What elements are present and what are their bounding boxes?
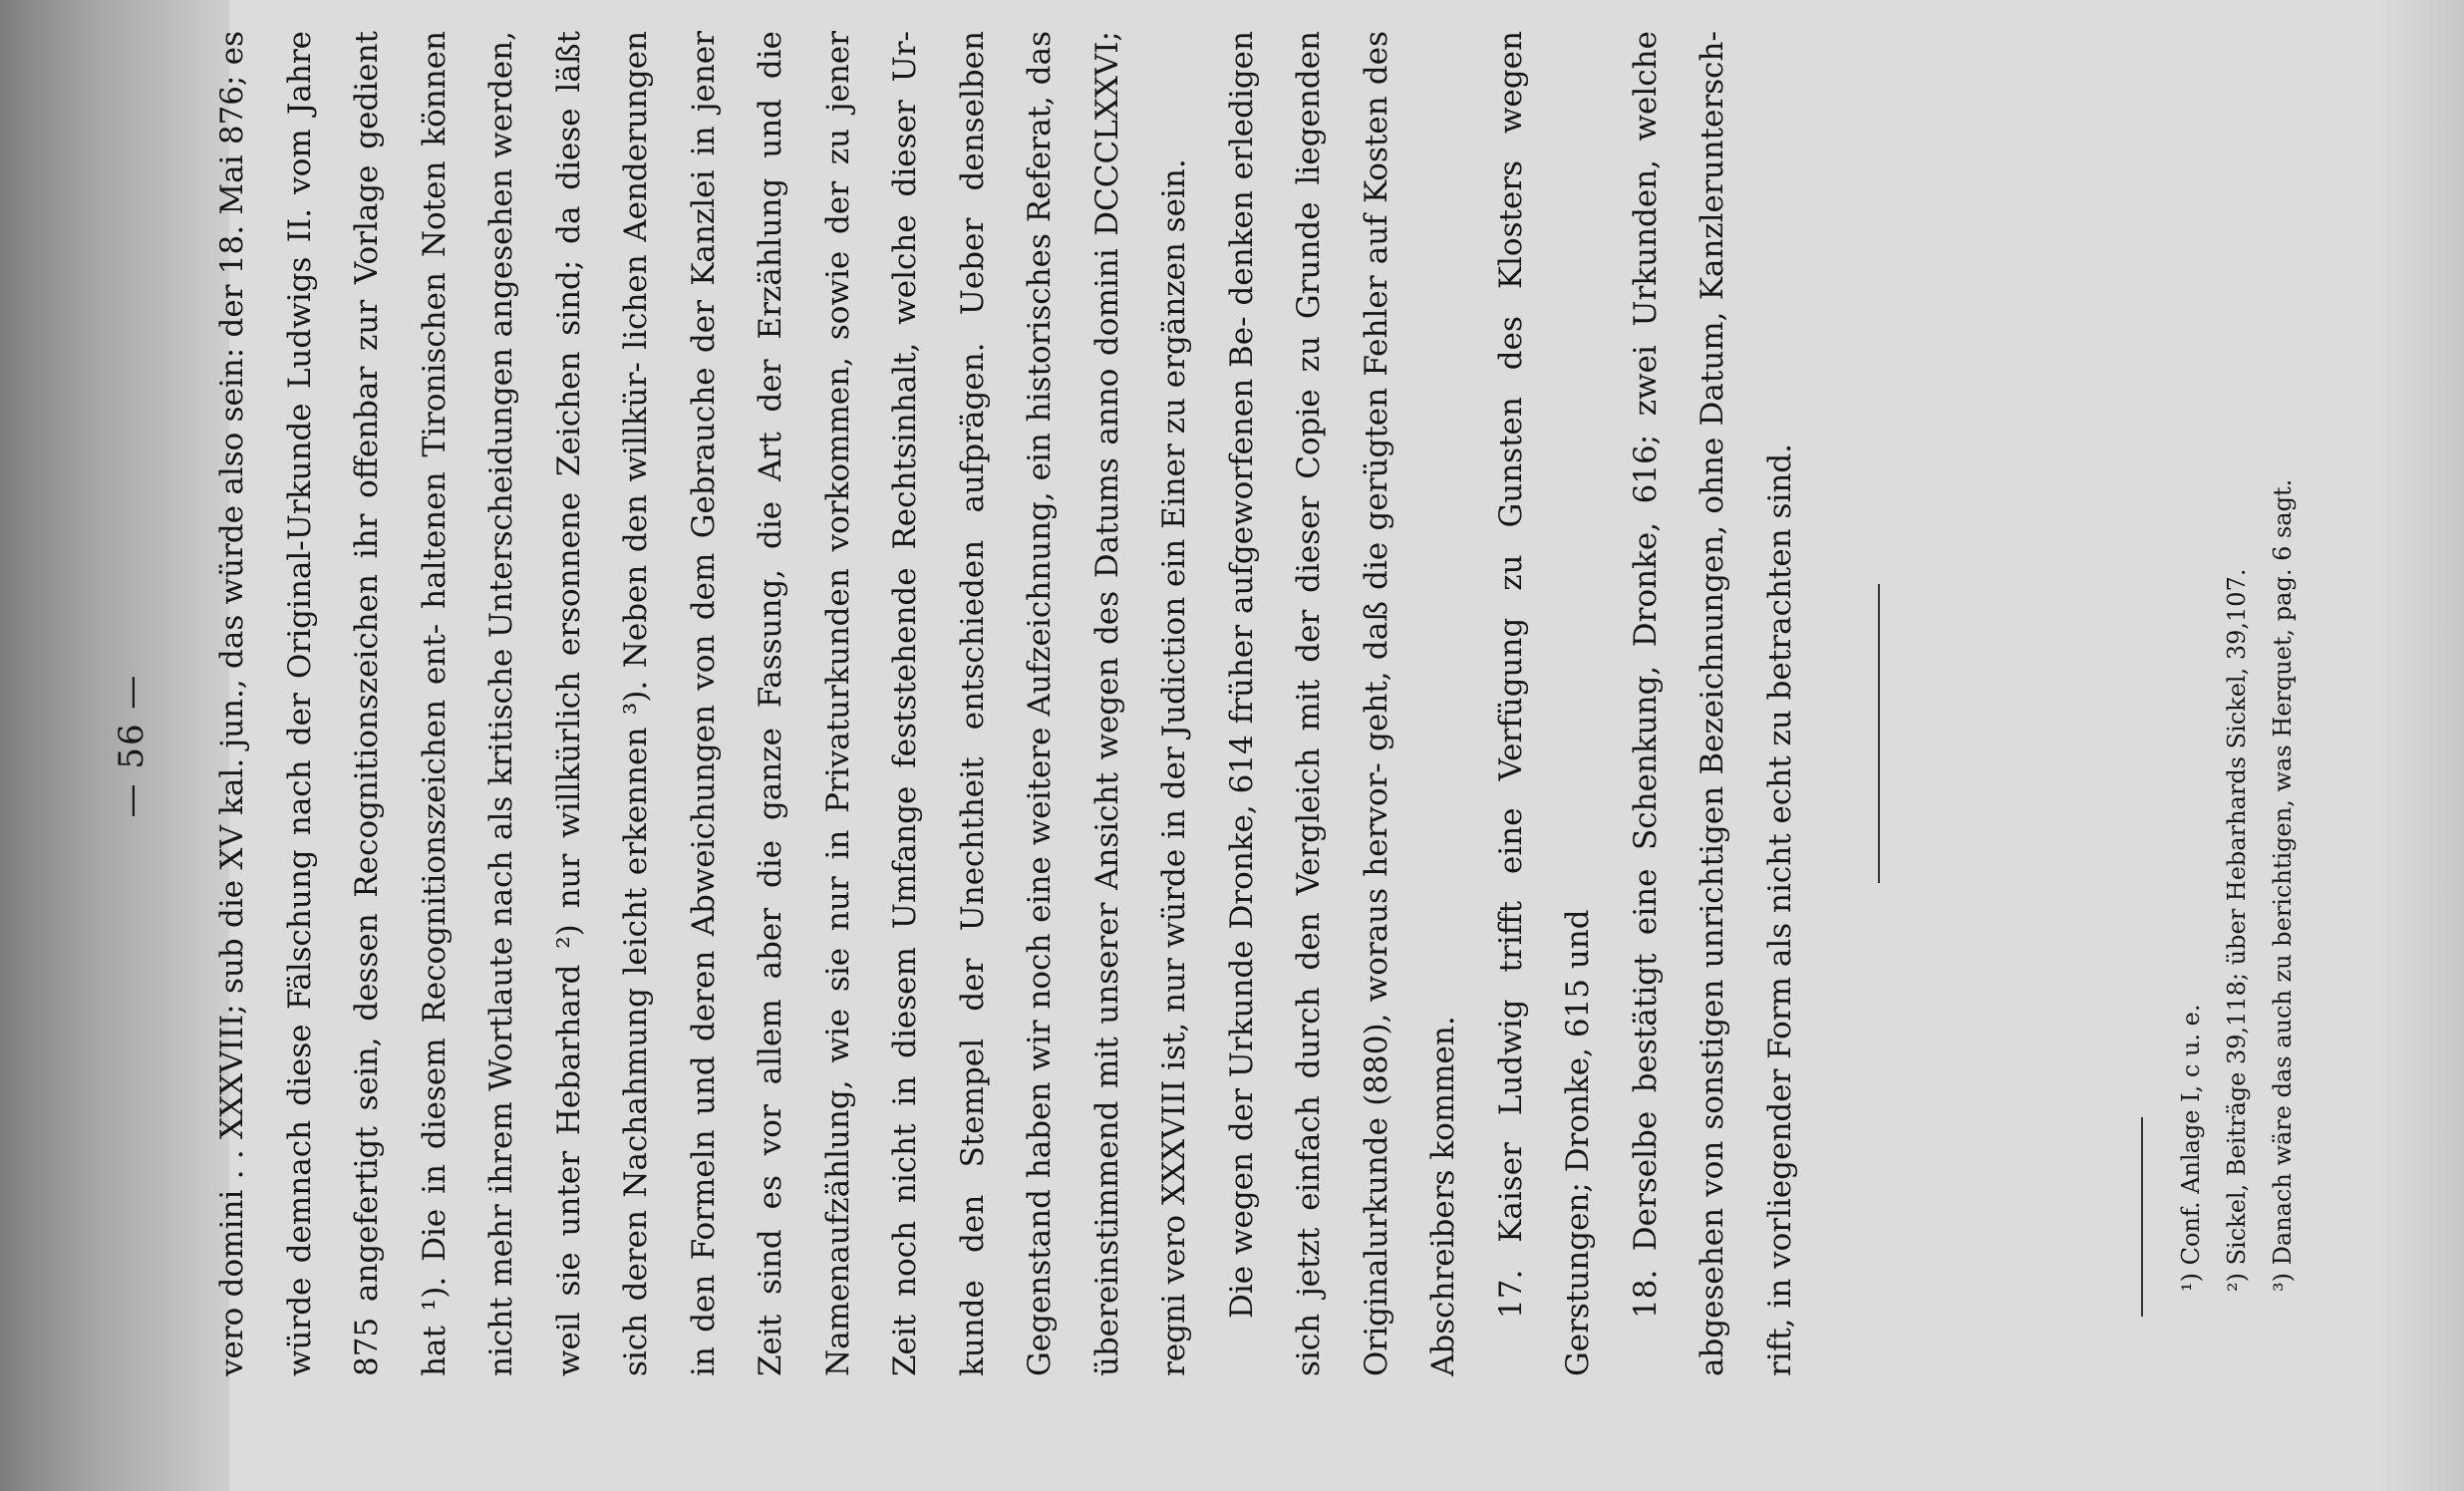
footnotes <box>2168 26 2306 1292</box>
paragraph-3: 17. Kaiser Ludwig trifft eine Verfügung zu Gunsten des Klosters wegen Gerstungen; Dronke, 615 und <box>1492 31 1596 1376</box>
footnote-2: ²) Sickel, Beiträge 39,118; über Hebarhards Sickel, 39,107. <box>2223 568 2251 1292</box>
paragraph-4: 18. Derselbe bestätigt eine Schenkung, Dronke, 616; zwei Urkunden, welche abgesehen von sonstigen unrichtigen Bezeichnungen, ohne Datum, Kanzlerunterschrift, in vorliegender Form als nicht echt zu betrachten sind. <box>1627 31 1798 1376</box>
footnote-divider <box>2141 1117 2143 1317</box>
paragraph-1: vero domini . . XXXVIII; sub die XV kal. jun., das würde also sein: der 18. Mai 876; es würde demnach diese Fälschung nach der Original-Urkunde Ludwigs II. vom Jahre 875 angefertigt sein, dessen Recognitionszeichen ihr offenbar zur Vorlage gedient hat ¹). Die in diesem Recognitionszeichen ent- haltenen Tironischen Noten können nicht mehr ihrem Wortlaute nach als kritische Unterscheidungen angesehen werden, weil sie unter Hebarhard ²) nur willkürlich ersonnene Zeichen sind; da diese läßt sich deren Nachahmung leicht erkennen ³). Neben den willkür- lichen Aenderungen in den Formeln und deren Abweichungen von dem Gebrauche der Kanzlei in jener Zeit sind es vor allem aber die ganze Fassung, die Art der Erzählung und die Namenaufzählung, wie sie nur in Privaturkunden vorkommen, sowie der zu jener Zeit noch nicht in diesem Umfange feststehende Rechtsinhalt, welche dieser Ur- kunde den Stempel der Unechtheit entschieden aufprägen. Ueber denselben Gegenstand haben wir noch eine weitere Aufzeichnung, ein historisches Referat, das übereinstimmend mit unserer Ansicht wegen des Datums anno domini DCCCLXXVI; regni vero XXXVIII ist, nur würde in der Judiction ein Einer zu ergänzen sein. <box>214 31 1192 1376</box>
page-number: — 56 — <box>112 673 152 818</box>
paragraph-2: Die wegen der Urkunde Dronke, 614 früher aufgeworfenen Be- denken erledigen sich jetzt einfach durch den Vergleich mit der dieser Copie zu Grunde liegenden Originalurkunde (880), woraus hervor- geht, daß die gerügten Fehler auf Kosten des Abschreibers kommen. <box>1223 31 1461 1376</box>
footnote-1: ¹) Conf. Anlage I, c u. e. <box>2177 1004 2205 1292</box>
footnote-3: ³) Danach wäre das auch zu berichtigen, was Herquet, pag. 6 sagt. <box>2269 478 2297 1292</box>
section-divider <box>1878 584 1880 883</box>
body-text <box>199 31 1814 1376</box>
